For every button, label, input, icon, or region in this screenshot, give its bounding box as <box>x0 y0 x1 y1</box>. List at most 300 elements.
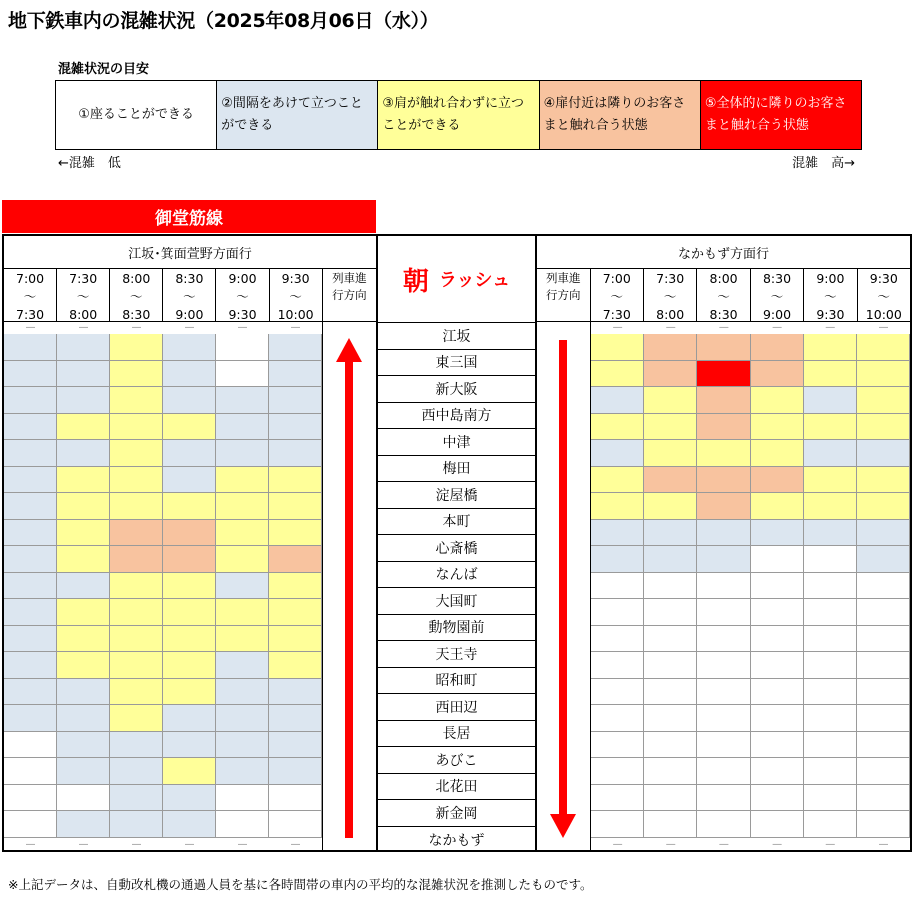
congestion-cell <box>751 626 804 653</box>
right-dash-bottom <box>591 840 910 850</box>
congestion-cell <box>57 652 110 679</box>
congestion-cell <box>110 387 163 414</box>
congestion-cell <box>216 387 269 414</box>
congestion-cell <box>4 785 57 812</box>
congestion-cell <box>751 387 804 414</box>
right-dash-top <box>591 323 910 333</box>
congestion-cell <box>216 811 269 838</box>
congestion-cell <box>163 758 216 785</box>
congestion-cell <box>269 626 322 653</box>
congestion-cell <box>751 467 804 494</box>
congestion-cell <box>163 414 216 441</box>
time-end: 9:30 <box>816 307 845 322</box>
congestion-cell <box>4 467 57 494</box>
congestion-cell <box>697 785 750 812</box>
congestion-cell <box>591 334 644 361</box>
time-sep: ～ <box>770 289 784 304</box>
dash-mark: — <box>25 322 36 333</box>
station-name: 新金岡 <box>378 800 535 827</box>
station-name: なかもず <box>428 832 485 849</box>
time-sep: ～ <box>183 289 196 304</box>
station-name: 江坂 <box>378 323 535 350</box>
congestion-cell <box>163 387 216 414</box>
congestion-cell <box>216 679 269 706</box>
congestion-cell <box>751 573 804 600</box>
congestion-cell <box>697 414 750 441</box>
congestion-cell <box>216 573 269 600</box>
right-arrow-column <box>537 268 591 850</box>
congestion-cell <box>591 626 644 653</box>
time-start: 7:30 <box>69 271 98 286</box>
page-title: 地下鉄車内の混雑状況（2025年08月06日（水）） <box>8 10 439 32</box>
dash-mark: — <box>772 839 783 850</box>
congestion-cell <box>57 573 110 600</box>
congestion-cell <box>269 334 322 361</box>
congestion-cell <box>269 467 322 494</box>
congestion-cell <box>216 546 269 573</box>
station-name: 新大阪 <box>378 376 535 403</box>
congestion-cell <box>110 334 163 361</box>
legend-level-2: ②間隔をあけて立つことができる <box>217 81 378 149</box>
congestion-cell <box>857 440 910 467</box>
congestion-cell <box>644 785 697 812</box>
congestion-cell <box>216 467 269 494</box>
dash-mark: — <box>825 839 836 850</box>
station-name: 動物園前 <box>378 615 535 642</box>
congestion-cell <box>591 387 644 414</box>
left-time-slot <box>163 268 216 321</box>
congestion-cell <box>269 679 322 706</box>
congestion-cell <box>644 652 697 679</box>
legend-high-label: 混雑 高→ <box>792 156 855 171</box>
congestion-cell <box>110 652 163 679</box>
congestion-cell <box>857 414 910 441</box>
congestion-cell <box>4 758 57 785</box>
right-time-slot <box>804 268 857 321</box>
left-header <box>4 236 376 269</box>
time-start: 8:30 <box>175 271 204 286</box>
time-start: 9:00 <box>816 271 845 286</box>
left-time-slot <box>4 268 57 321</box>
congestion-cell <box>751 493 804 520</box>
congestion-cell <box>110 785 163 812</box>
footnote: ※上記データは、自動改札機の通過人員を基に各時間帯の車内の平均的な混雑状況を推測したものです。 <box>8 877 593 892</box>
congestion-cell <box>804 626 857 653</box>
time-end: 7:30 <box>16 307 45 322</box>
time-start: 8:00 <box>122 271 151 286</box>
left-arrow-column <box>322 268 376 850</box>
congestion-cell <box>110 732 163 759</box>
congestion-cell <box>804 387 857 414</box>
congestion-cell <box>269 520 322 547</box>
time-end: 8:30 <box>122 307 151 322</box>
congestion-cell <box>751 334 804 361</box>
congestion-cell <box>57 758 110 785</box>
congestion-cell <box>804 599 857 626</box>
congestion-cell <box>57 599 110 626</box>
left-direction-label: 江坂･箕面萱野方面行 <box>4 236 376 269</box>
congestion-cell <box>269 493 322 520</box>
congestion-cell <box>751 440 804 467</box>
congestion-cell <box>804 546 857 573</box>
dash-mark: — <box>78 322 89 333</box>
dash-mark: — <box>290 322 301 333</box>
congestion-cell <box>804 811 857 838</box>
congestion-cell <box>216 361 269 388</box>
congestion-cell <box>644 626 697 653</box>
congestion-cell <box>697 705 750 732</box>
dash-mark: — <box>665 839 676 850</box>
congestion-cell <box>110 493 163 520</box>
congestion-cell <box>4 732 57 759</box>
station-name: 心斎橋 <box>378 535 535 562</box>
congestion-cell <box>697 573 750 600</box>
legend-level-1: ①座ることができる <box>56 81 217 149</box>
congestion-cell <box>591 811 644 838</box>
time-start: 7:00 <box>602 271 631 286</box>
congestion-cell <box>110 679 163 706</box>
congestion-cell <box>57 679 110 706</box>
congestion-cell <box>269 573 322 600</box>
congestion-cell <box>4 334 57 361</box>
congestion-cell <box>644 387 697 414</box>
congestion-cell <box>644 520 697 547</box>
congestion-cell <box>4 440 57 467</box>
station-name: 淀屋橋 <box>378 482 535 509</box>
congestion-cell <box>216 626 269 653</box>
time-sep: ～ <box>130 289 143 304</box>
congestion-cell <box>163 626 216 653</box>
congestion-cell <box>591 652 644 679</box>
congestion-cell <box>857 732 910 759</box>
left-dash-top <box>4 323 322 333</box>
congestion-cell <box>644 811 697 838</box>
time-end: 9:00 <box>762 307 792 322</box>
time-start: 7:00 <box>16 271 45 286</box>
dash-mark: — <box>665 322 676 333</box>
time-sep: ～ <box>236 289 249 304</box>
congestion-cell <box>804 493 857 520</box>
congestion-cell <box>269 599 322 626</box>
time-start: 9:30 <box>869 271 898 286</box>
congestion-cell <box>269 414 322 441</box>
congestion-cell <box>857 334 910 361</box>
guide-title: 混雑状況の目安 <box>58 62 150 77</box>
congestion-cell <box>644 758 697 785</box>
dash-mark: — <box>78 839 89 850</box>
congestion-cell <box>4 387 57 414</box>
congestion-cell <box>857 493 910 520</box>
congestion-cell <box>163 520 216 547</box>
congestion-cell <box>110 811 163 838</box>
congestion-cell <box>644 334 697 361</box>
right-time-header <box>537 268 910 322</box>
legend-low-label: ←混雑 低 <box>58 156 121 171</box>
station-name: 長居 <box>378 721 535 748</box>
congestion-cell <box>110 440 163 467</box>
congestion-cell <box>857 599 910 626</box>
dash-mark: — <box>878 322 889 333</box>
congestion-cell <box>57 732 110 759</box>
right-header <box>537 236 910 269</box>
congestion-cell <box>751 361 804 388</box>
time-sep: ～ <box>23 289 37 304</box>
left-time-header <box>4 268 376 322</box>
congestion-cell <box>591 573 644 600</box>
congestion-cell <box>804 573 857 600</box>
congestion-cell <box>804 705 857 732</box>
congestion-cell <box>697 811 750 838</box>
time-start: 7:30 <box>656 271 685 286</box>
congestion-cell <box>644 467 697 494</box>
congestion-cell <box>269 652 322 679</box>
time-sep: ～ <box>717 289 730 304</box>
time-end: 10:00 <box>865 307 902 322</box>
up-arrow-icon <box>323 268 377 850</box>
congestion-cell <box>857 811 910 838</box>
congestion-cell <box>57 520 110 547</box>
congestion-cell <box>697 334 750 361</box>
right-time-slot <box>644 268 697 321</box>
left-time-slot <box>270 268 323 321</box>
congestion-cell <box>804 414 857 441</box>
congestion-cell <box>697 626 750 653</box>
congestion-cell <box>269 785 322 812</box>
congestion-cell <box>163 573 216 600</box>
down-arrow-icon <box>537 268 591 850</box>
congestion-cell <box>804 361 857 388</box>
congestion-cell <box>4 626 57 653</box>
station-name: 大国町 <box>378 588 535 615</box>
congestion-cell <box>216 599 269 626</box>
congestion-cell <box>804 785 857 812</box>
congestion-cell <box>110 573 163 600</box>
legend-level-4: ④扉付近は隣りのお客さまと触れ合う状態 <box>540 81 701 149</box>
left-time-slot <box>110 268 163 321</box>
congestion-cell <box>697 387 750 414</box>
congestion-cell <box>591 546 644 573</box>
congestion-cell <box>697 440 750 467</box>
congestion-cell <box>804 440 857 467</box>
congestion-cell <box>216 493 269 520</box>
dash-mark: — <box>612 322 623 333</box>
congestion-cell <box>216 652 269 679</box>
congestion-cell <box>57 334 110 361</box>
congestion-cell <box>697 758 750 785</box>
congestion-cell <box>163 334 216 361</box>
congestion-cell <box>804 679 857 706</box>
rush-label <box>378 236 535 322</box>
dash-mark: — <box>878 839 889 850</box>
congestion-cell <box>57 414 110 441</box>
congestion-cell <box>591 679 644 706</box>
congestion-cell <box>751 546 804 573</box>
congestion-cell <box>857 361 910 388</box>
congestion-cell <box>57 361 110 388</box>
station-name: あびこ <box>378 747 535 774</box>
congestion-cell <box>216 758 269 785</box>
congestion-cell <box>57 467 110 494</box>
legend-level-3: ③肩が触れ合わずに立つことができる <box>378 81 539 149</box>
congestion-legend <box>55 80 862 150</box>
congestion-cell <box>857 626 910 653</box>
congestion-cell <box>216 440 269 467</box>
congestion-cell <box>697 652 750 679</box>
congestion-cell <box>216 520 269 547</box>
congestion-cell <box>751 811 804 838</box>
station-name: 北花田 <box>378 774 535 801</box>
congestion-cell <box>57 785 110 812</box>
congestion-cell <box>269 732 322 759</box>
train-direction-label: 列車進行方向 <box>332 271 367 302</box>
congestion-cell <box>591 361 644 388</box>
congestion-cell <box>216 732 269 759</box>
congestion-cell <box>163 652 216 679</box>
congestion-cell <box>751 599 804 626</box>
congestion-cell <box>110 414 163 441</box>
congestion-cell <box>163 705 216 732</box>
congestion-cell <box>591 493 644 520</box>
congestion-cell <box>857 785 910 812</box>
station-name: 西中島南方 <box>378 403 535 430</box>
congestion-cell <box>591 520 644 547</box>
station-name: 昭和町 <box>378 668 535 695</box>
time-end: 8:00 <box>656 307 685 322</box>
congestion-cell <box>751 758 804 785</box>
congestion-cell <box>591 785 644 812</box>
time-start: 9:30 <box>281 271 310 286</box>
time-start: 8:00 <box>709 271 738 286</box>
dash-mark: — <box>772 322 783 333</box>
congestion-cell <box>857 467 910 494</box>
congestion-cell <box>804 732 857 759</box>
congestion-cell <box>697 679 750 706</box>
congestion-cell <box>804 467 857 494</box>
congestion-cell <box>644 546 697 573</box>
right-direction-label: なかもず方面行 <box>537 236 910 269</box>
time-sep: ～ <box>877 289 891 304</box>
congestion-cell <box>644 705 697 732</box>
time-end: 9:30 <box>228 307 257 322</box>
station-column <box>376 236 537 850</box>
time-sep: ～ <box>76 289 90 304</box>
dash-mark: — <box>718 839 729 850</box>
congestion-cell <box>857 758 910 785</box>
congestion-cell <box>163 361 216 388</box>
left-congestion-grid <box>4 334 322 838</box>
time-sep: ～ <box>824 289 837 304</box>
left-dash-bottom <box>4 840 322 850</box>
congestion-cell <box>4 573 57 600</box>
time-end: 8:00 <box>69 307 98 322</box>
congestion-cell <box>644 414 697 441</box>
dash-mark: — <box>237 839 248 850</box>
congestion-cell <box>591 758 644 785</box>
station-name: 中津 <box>378 429 535 456</box>
congestion-cell <box>163 732 216 759</box>
congestion-cell <box>644 573 697 600</box>
congestion-cell <box>110 705 163 732</box>
congestion-cell <box>751 705 804 732</box>
congestion-cell <box>804 652 857 679</box>
congestion-cell <box>216 785 269 812</box>
station-name: 東三国 <box>378 350 535 377</box>
congestion-cell <box>697 732 750 759</box>
congestion-cell <box>4 705 57 732</box>
period-main: 朝 <box>402 266 429 297</box>
station-list <box>378 322 535 853</box>
congestion-cell <box>857 573 910 600</box>
congestion-cell <box>644 599 697 626</box>
right-congestion-grid <box>591 334 910 838</box>
congestion-cell <box>4 493 57 520</box>
congestion-cell <box>269 758 322 785</box>
congestion-cell <box>57 811 110 838</box>
congestion-cell <box>269 387 322 414</box>
congestion-cell <box>751 679 804 706</box>
time-end: 8:30 <box>709 307 738 322</box>
congestion-cell <box>4 652 57 679</box>
congestion-cell <box>751 785 804 812</box>
congestion-cell <box>804 758 857 785</box>
congestion-cell <box>4 811 57 838</box>
time-sep: ～ <box>610 289 624 304</box>
right-time-slot <box>591 268 644 321</box>
dash-mark: — <box>237 322 248 333</box>
congestion-cell <box>857 679 910 706</box>
congestion-cell <box>4 414 57 441</box>
right-time-slot <box>751 268 804 321</box>
congestion-cell <box>697 546 750 573</box>
congestion-cell <box>216 414 269 441</box>
time-end: 7:30 <box>602 307 631 322</box>
congestion-cell <box>644 440 697 467</box>
congestion-cell <box>697 361 750 388</box>
congestion-cell <box>4 520 57 547</box>
legend-level-5: ⑤全体的に隣りのお客さまと触れ合う状態 <box>701 81 861 149</box>
left-time-slot <box>57 268 110 321</box>
dash-mark: — <box>131 322 142 333</box>
congestion-cell <box>591 732 644 759</box>
congestion-cell <box>163 811 216 838</box>
congestion-cell <box>804 334 857 361</box>
congestion-cell <box>591 414 644 441</box>
congestion-cell <box>269 811 322 838</box>
congestion-cell <box>697 599 750 626</box>
period-sub: ラッシュ <box>438 270 511 291</box>
congestion-cell <box>591 467 644 494</box>
congestion-cell <box>110 520 163 547</box>
dash-mark: — <box>718 322 729 333</box>
time-end: 10:00 <box>277 307 314 322</box>
dash-mark: — <box>825 322 836 333</box>
congestion-cell <box>697 520 750 547</box>
congestion-cell <box>269 440 322 467</box>
right-time-slot <box>858 268 910 321</box>
congestion-cell <box>644 361 697 388</box>
congestion-cell <box>591 599 644 626</box>
congestion-cell <box>4 599 57 626</box>
line-name-banner: 御堂筋線 <box>2 200 376 233</box>
congestion-cell <box>857 387 910 414</box>
congestion-cell <box>57 387 110 414</box>
congestion-cell <box>216 705 269 732</box>
congestion-cell <box>110 626 163 653</box>
dash-mark: — <box>612 839 623 850</box>
congestion-cell <box>57 440 110 467</box>
left-time-slot <box>216 268 269 321</box>
congestion-cell <box>269 361 322 388</box>
